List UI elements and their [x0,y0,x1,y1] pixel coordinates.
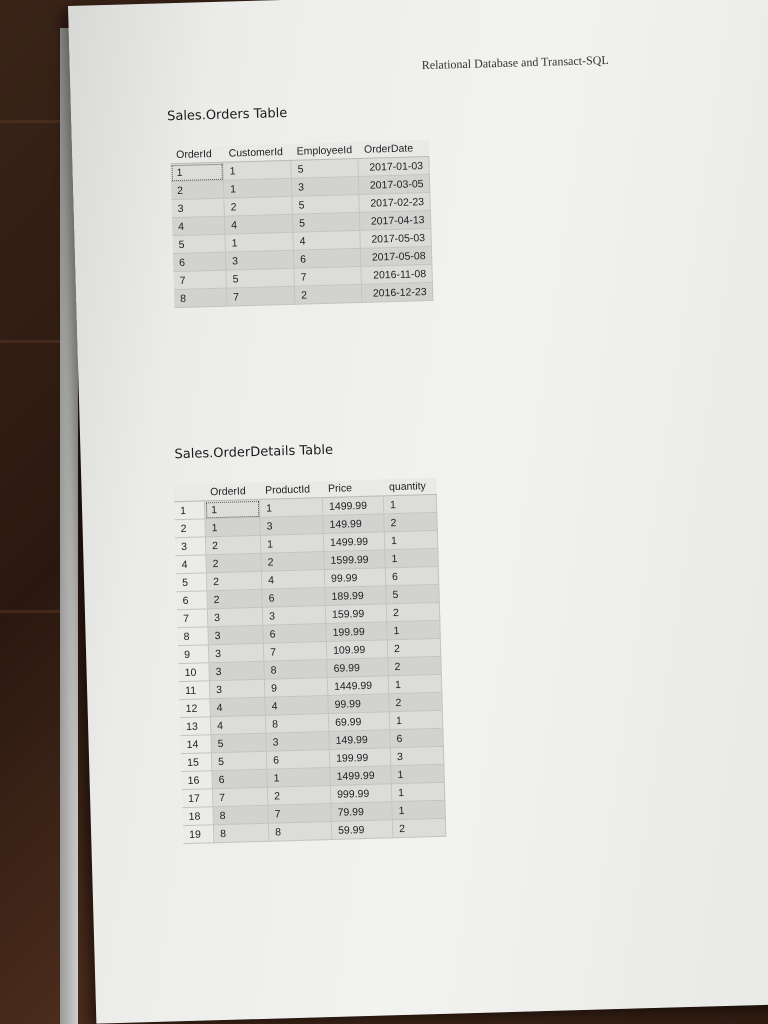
details-cell[interactable]: 3 [262,606,325,626]
orders-cell[interactable]: 2017-03-05 [359,174,430,194]
details-cell[interactable]: 2 [388,656,441,675]
details-cell[interactable]: 4 [265,696,328,716]
orders-cell[interactable]: 1 [170,162,223,181]
orders-col-orderid: OrderId [170,146,223,164]
details-cell[interactable]: 6 [390,728,443,747]
orders-col-orderdate: OrderDate [358,140,429,158]
details-cell[interactable]: 9 [178,645,209,664]
orders-cell[interactable]: 2 [224,196,292,216]
details-cell[interactable]: 6 [176,591,207,610]
orders-cell[interactable]: 6 [293,248,361,268]
orders-cell[interactable]: 4 [224,214,292,234]
running-header: Relational Database and Transact-SQL [421,52,609,73]
details-cell[interactable]: 7 [263,642,326,662]
details-cell[interactable]: 16 [181,771,212,790]
details-cell[interactable]: 2 [384,512,437,531]
orders-cell[interactable]: 5 [292,212,360,232]
orders-cell[interactable]: 3 [225,250,293,270]
details-cell[interactable]: 19 [183,825,214,844]
details-cell[interactable]: 69.99 [327,658,388,678]
orders-cell[interactable]: 1 [223,178,291,198]
orders-cell[interactable]: 7 [173,270,226,289]
details-cell[interactable]: 3 [209,679,264,699]
details-col-price: Price [322,479,383,497]
details-cell[interactable]: 1 [391,764,444,783]
details-cell[interactable]: 2 [389,692,442,711]
details-cell[interactable]: 11 [179,681,210,700]
details-cell[interactable]: 8 [177,627,208,646]
details-cell[interactable]: 1 [391,782,444,801]
details-cell[interactable]: 1 [388,674,441,693]
orders-col-employeeid: EmployeeId [290,142,358,160]
details-cell[interactable]: 6 [385,566,438,585]
details-cell[interactable]: 2 [207,589,262,609]
details-cell[interactable]: 5 [211,751,266,771]
details-cell[interactable]: 99.99 [324,568,385,588]
details-cell[interactable]: 3 [209,661,264,681]
details-cell[interactable]: 2 [267,785,330,805]
details-cell[interactable]: 7 [268,803,331,823]
orders-col-customerid: CustomerId [222,144,290,162]
details-cell[interactable]: 8 [213,823,268,843]
details-cell[interactable]: 5 [211,733,266,753]
orders-cell[interactable]: 5 [172,234,225,253]
details-cell[interactable]: 1 [384,530,437,549]
orders-cell[interactable]: 1 [223,160,291,180]
details-cell[interactable]: 1499.99 [322,496,383,516]
details-cell[interactable]: 7 [212,787,267,807]
orders-cell[interactable]: 5 [291,158,359,178]
orders-cell[interactable]: 1 [225,232,293,252]
details-cell[interactable]: 3 [175,537,206,556]
orders-table-title: Sales.Orders Table [166,105,288,125]
details-cell[interactable]: 59.99 [331,820,392,840]
details-cell[interactable]: 159.99 [325,604,386,624]
details-cell[interactable]: 2 [206,553,261,573]
details-cell[interactable]: 3 [260,516,323,536]
details-cell[interactable]: 3 [208,625,263,645]
orders-cell[interactable]: 7 [226,286,294,306]
orders-cell[interactable]: 2017-05-03 [360,228,431,248]
orders-cell[interactable]: 2017-02-23 [359,192,430,212]
details-cell[interactable]: 5 [386,584,439,603]
orders-cell[interactable]: 7 [294,266,362,286]
details-cell[interactable]: 13 [180,717,211,736]
details-cell[interactable]: 9 [264,678,327,698]
details-cell[interactable]: 2 [205,535,260,555]
details-cell[interactable]: 6 [262,588,325,608]
details-cell[interactable]: 4 [175,555,206,574]
details-cell[interactable]: 6 [266,749,329,769]
details-cell[interactable]: 3 [390,746,443,765]
details-cell[interactable]: 1599.99 [324,550,385,570]
orders-cell[interactable]: 2 [294,284,362,304]
details-cell[interactable]: 2 [387,638,440,657]
details-cell[interactable]: 17 [182,789,213,808]
details-cell[interactable]: 12 [179,699,210,718]
details-cell[interactable]: 4 [210,715,265,735]
orders-cell[interactable]: 5 [226,268,294,288]
orders-cell[interactable]: 2016-12-23 [362,282,433,302]
details-col-productid: ProductId [259,481,322,499]
details-col-rownum [173,484,204,501]
details-cell[interactable]: 69.99 [328,712,389,732]
details-cell[interactable]: 3 [266,731,329,751]
details-cell[interactable]: 3 [207,607,262,627]
details-cell[interactable]: 2 [386,602,439,621]
orders-table [170,140,434,308]
details-cell[interactable]: 3 [208,643,263,663]
details-table-title: Sales.OrderDetails Table [174,442,334,463]
details-cell[interactable]: 1 [204,499,259,519]
details-cell[interactable]: 199.99 [326,622,387,642]
orders-cell[interactable]: 3 [291,176,359,196]
order-details-table [173,478,446,844]
details-cell[interactable]: 99.99 [328,694,389,714]
details-cell[interactable]: 8 [264,660,327,680]
orders-cell[interactable]: 8 [174,288,227,307]
details-cell[interactable]: 1 [174,501,205,520]
orders-cell[interactable]: 6 [173,252,226,271]
details-cell[interactable]: 8 [268,821,331,841]
details-cell[interactable]: 189.99 [325,586,386,606]
details-cell[interactable]: 1 [260,534,323,554]
details-cell[interactable]: 8 [265,714,328,734]
details-cell[interactable]: 18 [182,807,213,826]
details-cell[interactable]: 2 [206,571,261,591]
details-cell[interactable]: 14 [180,735,211,754]
details-cell[interactable]: 109.99 [326,640,387,660]
details-cell[interactable]: 999.99 [330,784,391,804]
details-cell[interactable]: 79.99 [331,802,392,822]
details-cell[interactable]: 1 [205,517,260,537]
details-cell[interactable]: 2 [392,818,445,837]
orders-cell[interactable]: 2017-05-08 [361,246,432,266]
orders-cell[interactable]: 4 [172,216,225,235]
orders-cell[interactable]: 2 [171,180,224,199]
orders-cell[interactable]: 2017-04-13 [360,210,431,230]
orders-cell[interactable]: 3 [171,198,224,217]
orders-cell[interactable]: 2016-11-08 [361,264,432,284]
details-cell[interactable]: 1 [389,710,442,729]
details-cell[interactable]: 1449.99 [327,676,388,696]
details-cell[interactable]: 7 [177,609,208,628]
details-cell[interactable]: 4 [261,570,324,590]
orders-cell[interactable]: 5 [292,194,360,214]
orders-cell[interactable]: 2017-01-03 [358,156,429,176]
details-cell[interactable]: 15 [181,753,212,772]
details-cell[interactable]: 1499.99 [323,532,384,552]
details-cell[interactable]: 10 [178,663,209,682]
details-col-orderid: OrderId [204,483,259,501]
details-cell[interactable]: 2 [174,519,205,538]
details-cell[interactable]: 1 [259,498,322,518]
details-cell[interactable]: 1 [392,800,445,819]
details-cell[interactable]: 6 [212,769,267,789]
orders-cell[interactable]: 4 [293,230,361,250]
details-cell[interactable]: 149.99 [323,514,384,534]
details-cell[interactable]: 199.99 [329,748,390,768]
details-cell[interactable]: 2 [261,552,324,572]
details-cell[interactable]: 1 [387,620,440,639]
details-col-quantity: quantity [383,478,436,496]
details-cell[interactable]: 1 [267,767,330,787]
details-cell[interactable]: 1499.99 [330,766,391,786]
details-cell[interactable]: 6 [263,624,326,644]
details-cell[interactable]: 1 [385,548,438,567]
details-cell[interactable]: 5 [176,573,207,592]
details-cell[interactable]: 8 [213,805,268,825]
document-page [68,0,768,1024]
details-cell[interactable]: 4 [210,697,265,717]
details-cell[interactable]: 1 [383,494,436,513]
details-cell[interactable]: 149.99 [329,730,390,750]
